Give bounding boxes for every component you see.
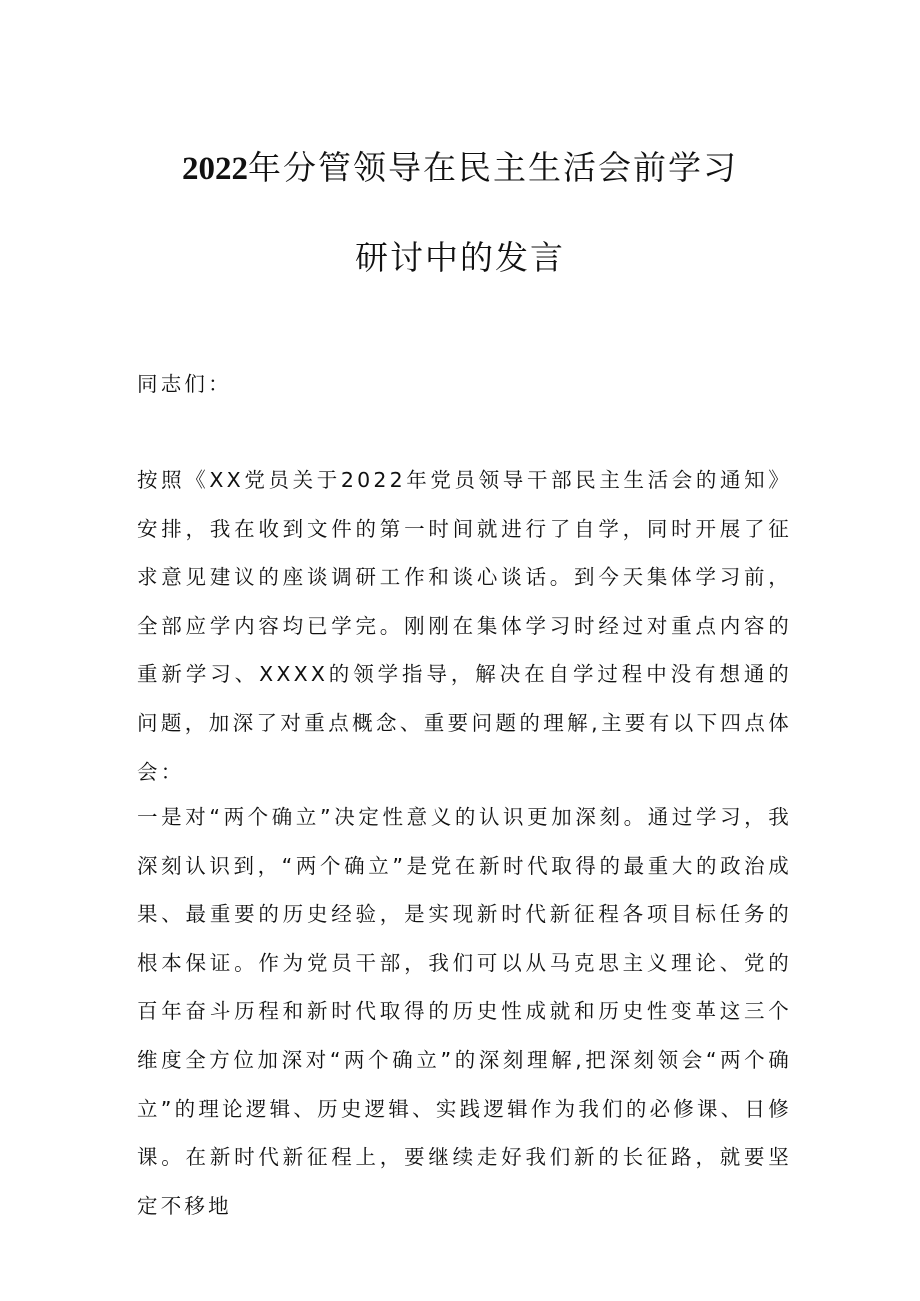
- title-line-1-text: 年分管领导在民主生活会前学习: [248, 148, 738, 187]
- greeting: 同志们：: [137, 372, 232, 396]
- document-title-line-2: 研讨中的发言: [355, 238, 565, 277]
- paragraph-point-one: 一是对“两个确立”决定性意义的认识更加深刻。通过学习，我深刻认识到，“两个确立”是党在新时代取得的最重大的政治成果、最重要的历史经验，是实现新时代新征程各项目标任务的根本保证。作为党员干部，我们可以从马克思主义理论、党的百年奋斗历程和新时代取得的历史性成就和历史性变革这三个维度全方位加深对“两个确立”的深刻理解,把深刻领会“两个确立”的理论逻辑、历史逻辑、实践逻辑作为我们的必修课、日修课。在新时代新征程上，要继续走好我们新的长征路，就要坚定不移地: [137, 805, 792, 1218]
- document-title-line-1: [0, 148, 920, 189]
- title-year: 2022: [182, 151, 248, 187]
- paragraph-intro: 按照《XX党员关于2022年党员领导干部民主生活会的通知》安排，我在收到文件的第一时间就进行了自学，同时开展了征求意见建议的座谈调研工作和谈心谈话。到今天集体学习前，全部应学内容均已学完。刚刚在集体学习时经过对重点内容的重新学习、XXXX的领学指导，解决在自学过程中没有想通的问题，加深了对重点概念、重要问题的理解,主要有以下四点体会：: [137, 468, 792, 784]
